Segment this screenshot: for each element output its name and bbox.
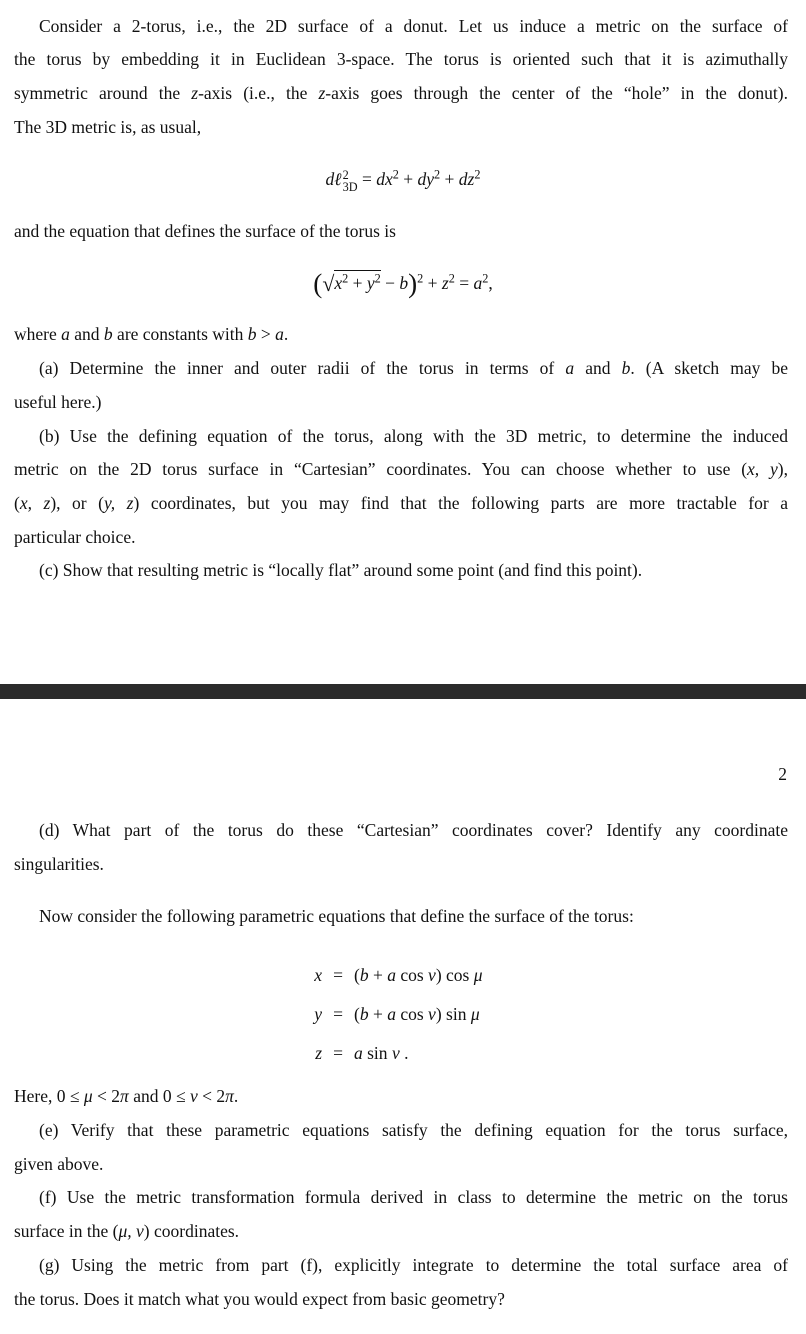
part-b-line-3: (x, z), or (y, z) coordinates, but you may find that the following parts are more tractable for a [14,493,789,513]
parameter-ranges: Here, 0 ≤ μ < 2π and 0 ≤ ν < 2π. [14,1086,239,1106]
constants-statement: where a and b are constants with b > a. [14,324,289,344]
part-a-line-2: useful here.) [14,392,102,412]
intro-line-2: the torus by embedding it in Euclidean 3-space. The torus is oriented such that it is azimuthally [14,49,788,69]
param-intro: Now consider the following parametric equations that define the surface of the torus: [39,906,634,926]
page-divider [0,684,806,699]
part-g-line-1: (g) Using the metric from part (f), explicitly integrate to determine the total surface area of [39,1255,788,1275]
intro-line-1: Consider a 2-torus, i.e., the 2D surface of a donut. Let us induce a metric on the surface of [39,16,788,36]
intro-line-3: symmetric around the z-axis (i.e., the z-axis goes through the center of the “hole” in the donut). [14,83,788,103]
torus-equation: $(√x^2 + y^2 - b)^2 + z^2 = a^2$, [313,268,493,299]
equation-z: z = a sin ν . [315,1043,409,1063]
equation-x: x = (b + a cos ν) cos μ [314,965,483,985]
intro-line-4: The 3D metric is, as usual, [14,117,202,137]
part-c: (c) Show that resulting metric is “locally flat” around some point (and find this point). [39,560,643,580]
part-d-line-2: singularities. [14,854,104,874]
part-e-line-2: given above. [14,1154,104,1174]
part-b-line-2: metric on the 2D torus surface in “Cartesian” coordinates. You can choose whether to use (x, y), [14,459,788,479]
part-b-line-1: (b) Use the defining equation of the torus, along with the 3D metric, to determine the induced [39,426,788,446]
document-page-2 [0,699,806,1334]
part-b-line-4: particular choice. [14,527,136,547]
part-g-line-2: the torus. Does it match what you would expect from basic geometry? [14,1289,505,1309]
equation-y: y = (b + a cos ν) sin μ [314,1004,480,1024]
part-a-line-1: (a) Determine the inner and outer radii of the torus in terms of a and b. (A sketch may be [39,358,788,378]
metric-equation: dℓ 2 3D = $dx^2 + dy^2 + dz^2$ [325,167,481,194]
part-e-line-1: (e) Verify that these parametric equations satisfy the defining equation for the torus surface, [39,1120,788,1140]
part-f-line-1: (f) Use the metric transformation formula derived in class to determine the metric on the torus [39,1187,788,1207]
part-d-line-1: (d) What part of the torus do these “Cartesian” coordinates cover? Identify any coordinate [39,820,788,840]
parametric-equations [306,956,483,1073]
torus-intro: and the equation that defines the surface of the torus is [14,221,396,241]
page-number: 2 [778,764,787,784]
part-f-line-2: surface in the (μ, ν) coordinates. [14,1221,240,1241]
